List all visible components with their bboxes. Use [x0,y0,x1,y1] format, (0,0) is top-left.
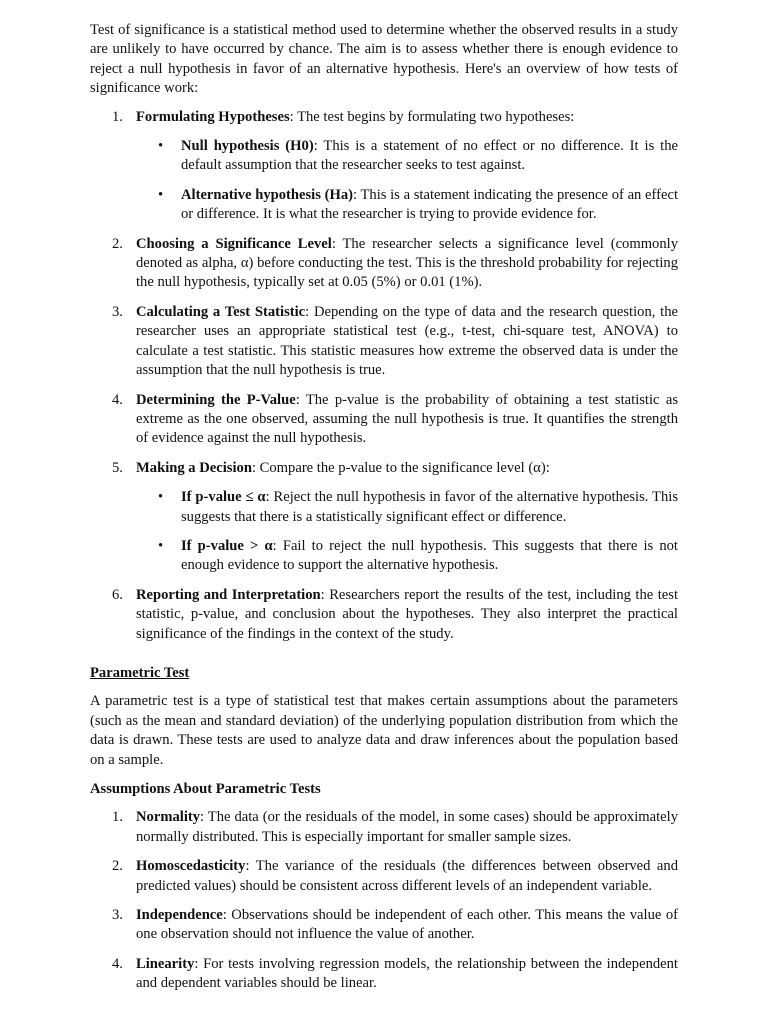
step-term: Calculating a Test Statistic [136,303,306,320]
bullet-icon: • [158,186,164,203]
subheading: Assumptions About Parametric Tests [90,781,321,797]
bullet-text: : Fail to reject the null hypothesis. This suggests that there is not enough evidence to support the alternative hypothesis. [181,537,678,574]
section-heading: Parametric Test [90,664,190,681]
list-item [90,906,678,945]
significance-steps-list [90,108,678,644]
list-number: 3. [112,907,123,924]
decision-bullets [136,488,678,576]
step-text: : Researchers report the results of the test, including the test statistic, p-value, and conclusion about the hypotheses. They also interpret the practical significance of the findings in the context of the study. [136,586,678,642]
list-item [136,537,678,576]
assumption-term: Homoscedasticity [136,858,246,875]
list-item [90,586,678,644]
list-number: 2. [112,235,123,252]
list-number: 5. [112,459,123,476]
bullet-icon: • [158,489,164,506]
step-text: : The researcher selects a significance level (commonly denoted as alpha, α) before conducting the test. This is the threshold probability for rejecting the null hypothesis, typically set at 0.05 (5%) or 0.01 (1%). [136,235,678,291]
step-term: Making a Decision [136,459,252,476]
parametric-paragraph: A parametric test is a type of statistical test that makes certain assumptions about the parameters (such as the mean and standard deviation) of the underlying population distribution from which the data is drawn. These tests are used to analyze data and draw inferences about the population based on a sample. [90,693,678,768]
bullet-term: If p-value > α [181,537,273,554]
list-number: 6. [112,586,123,603]
step-term: Formulating Hypotheses [136,108,290,125]
bullet-term: Alternative hypothesis (Ha) [181,186,353,203]
step-text: : Depending on the type of data and the research question, the researcher uses an appropriate statistical test (e.g., t-test, chi-square test, ANOVA) to calculate a test statistic. This statistic measures how extreme the observed data is under the assumption that the null hypothesis is true. [136,303,678,379]
hypotheses-bullets [136,137,678,225]
list-number: 2. [112,858,123,875]
assumptions-list [90,808,678,993]
list-item [90,235,678,293]
intro-paragraph: Test of significance is a statistical method used to determine whether the observed results in a study are unlikely to have occurred by chance. The aim is to assess whether there is enough evidence to reject a null hypothesis in favor of an alternative hypothesis. Here's an overview of how tests of significance work: [90,22,678,97]
step-term: Determining the P-Value [136,391,296,408]
list-number: 4. [112,955,123,972]
list-item [136,488,678,527]
bullet-text: : This is a statement indicating the presence of an effect or difference. It is what the researcher is trying to provide evidence for. [181,186,678,223]
step-text: : The p-value is the probability of obtaining a test statistic as extreme as the one observed, assuming the null hypothesis is true. It quantifies the strength of evidence against the null hypothesis. [136,391,679,447]
list-item [90,459,678,576]
assumption-text: : The variance of the residuals (the differences between observed and predicted values) should be consistent across different levels of an independent variable. [136,858,678,894]
list-item [90,391,678,449]
list-item [136,186,678,225]
assumption-text: : The data (or the residuals of the model, in some cases) should be approximately normally distributed. This is especially important for smaller sample sizes. [136,809,678,845]
step-term: Reporting and Interpretation [136,586,321,603]
list-item [90,808,678,847]
list-item [136,137,678,176]
bullet-icon: • [158,537,164,554]
bullet-term: Null hypothesis (H0) [181,138,314,155]
bullet-text: : Reject the null hypothesis in favor of the alternative hypothesis. This suggests that there is a statistically significant effect or difference. [181,489,678,525]
assumption-text: : For tests involving regression models, the relationship between the independent and dependent variables should be linear. [136,955,678,992]
step-text: : The test begins by formulating two hypotheses: [289,108,575,125]
assumption-term: Normality [136,809,201,826]
list-number: 3. [112,303,123,320]
list-item [90,303,678,381]
step-text: : Compare the p-value to the significance level (α): [251,459,550,476]
list-item [90,857,678,896]
step-term: Choosing a Significance Level [136,235,332,252]
assumption-text: : Observations should be independent of each other. This means the value of one observation should not influence the value of another. [136,907,678,943]
assumption-term: Independence [136,907,223,924]
list-number: 1. [112,108,123,125]
list-number: 1. [112,809,123,826]
bullet-icon: • [158,138,164,155]
list-item [90,108,678,225]
assumption-term: Linearity [136,955,195,972]
bullet-term: If p-value ≤ α [181,489,266,506]
list-item [90,955,678,994]
list-number: 4. [112,391,123,408]
bullet-text: : This is a statement of no effect or no difference. It is the default assumption that the researcher seeks to test against. [181,138,679,174]
